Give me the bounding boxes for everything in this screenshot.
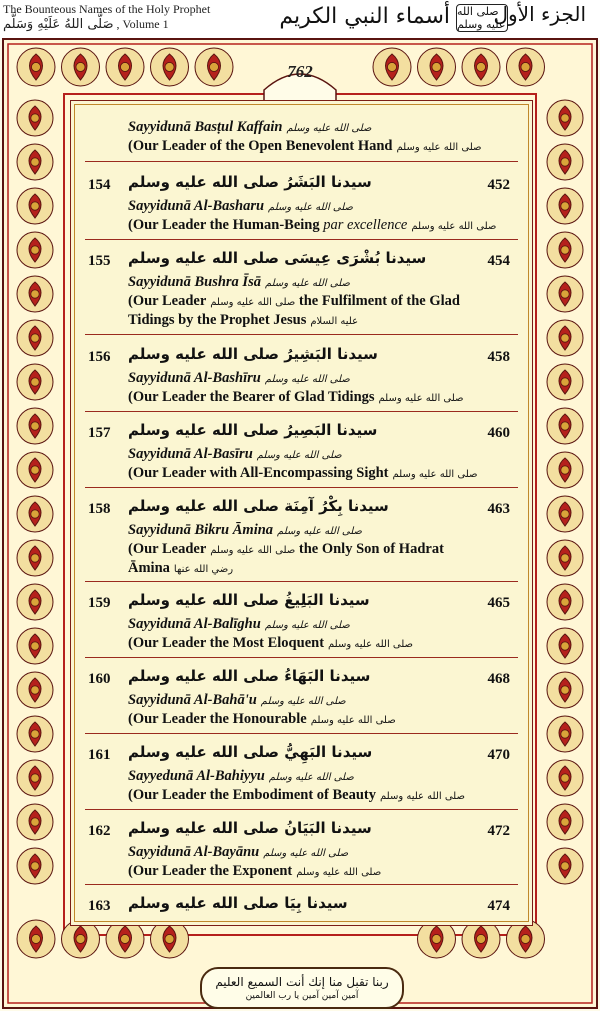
entry-number: 156 (88, 349, 111, 365)
border-motif-right-center (561, 730, 569, 738)
divider (85, 884, 518, 885)
salutation-text: صلى الله عليه وسلم (396, 142, 482, 153)
arabic-name: سيدنا بُشْرَى عِيسَى صلى الله عليه وسلم (128, 249, 427, 267)
calligraphy-volume: الجزء الأول (493, 2, 586, 26)
footer-cartouche (200, 967, 404, 1009)
border-motif-bottom-center (31, 934, 40, 943)
arabic-name: سيدنا البَهِيُّ صلى الله عليه وسلم (128, 743, 373, 761)
arabic-name: سيدنا البَهَاءُ صلى الله عليه وسلم (128, 667, 371, 685)
translation: (Our Leader the Exponent صلى الله عليه وسلم (128, 863, 382, 879)
border-motif-left-center (31, 510, 39, 518)
border-motif-bottom-center (76, 934, 85, 943)
transliteration: Sayyedunā Al-Bahiyyu صلى الله عليه وسلم (128, 768, 354, 784)
translation: (Our Leader the Honourable صلى الله عليه وسلم (128, 711, 396, 727)
entry-number: 161 (88, 747, 111, 763)
translation: (Our Leader of the Open Benevolent Hand صلى الله عليه وسلم (128, 138, 482, 154)
border-motif-right-center (561, 422, 569, 430)
translation: (Our Leader the Bearer of Glad Tidings صلى الله عليه وسلم (128, 389, 464, 405)
salutation-text: صلى الله عليه وسلم (286, 123, 372, 134)
page-reference: 454 (487, 253, 510, 269)
border-motif-right-center (561, 554, 569, 562)
border-motif-right-center (561, 290, 569, 298)
border-motif-right-center (561, 686, 569, 694)
page-reference: 468 (487, 671, 510, 687)
transliteration: Sayyidunā Bushra Īsā صلى الله عليه وسلم (128, 274, 350, 290)
border-motif-top-center (209, 62, 218, 71)
translation-cont: Āmina رضي الله عنها (128, 560, 234, 576)
border-motif-left-center (31, 422, 39, 430)
book-title: The Bounteous Names of the Holy Prophet (3, 2, 211, 16)
page-reference: 472 (487, 823, 510, 839)
page-reference: 474 (487, 898, 510, 914)
page-reference: 452 (487, 177, 510, 193)
page-reference: 460 (487, 425, 510, 441)
border-motif-bottom-center (165, 934, 174, 943)
book-subtitle-volume: , Volume 1 (116, 17, 169, 31)
entry-number: 157 (88, 425, 111, 441)
border-motif-bottom-center (120, 934, 129, 943)
translation: (Our Leader the Human-Being par excellence صلى الله عليه وسلم (128, 217, 497, 233)
arabic-name: سيدنا البَشَرُ صلى الله عليه وسلم (128, 173, 372, 191)
arabic-name: سيدنا البَلِيغُ صلى الله عليه وسلم (128, 591, 370, 609)
divider (85, 809, 518, 810)
border-motif-left-center (31, 818, 39, 826)
footer-prayer-line1: ربنا تقبل منا إنك أنت السميع العليم (215, 974, 389, 989)
border-motif-right-center (561, 510, 569, 518)
border-motif-top-center (521, 62, 530, 71)
divider (85, 239, 518, 240)
page-reference: 463 (487, 501, 510, 517)
border-motif-left-center (31, 202, 39, 210)
border-motif-left-center (31, 158, 39, 166)
footer-prayer-line2: آمين آمين آمين يا رب العالمين (245, 990, 359, 1001)
entry-number: 154 (88, 177, 111, 193)
border-motif-bottom-center (521, 934, 530, 943)
entry-number: 160 (88, 671, 111, 687)
border-motif-right-center (561, 598, 569, 606)
border-motif-top-center (76, 62, 85, 71)
arabic-name: سيدنا بِكْرُ آمِنَة صلى الله عليه وسلم (128, 497, 389, 515)
border-motif-left-center (31, 774, 39, 782)
border-motif-top-center (120, 62, 129, 71)
border-motif-top-center (476, 62, 485, 71)
entry-number: 155 (88, 253, 111, 269)
border-motif-right-center (561, 334, 569, 342)
translation: (Our Leader صلى الله عليه وسلم the Fulfilment of the Glad (128, 293, 460, 309)
border-motif-bottom-center (476, 934, 485, 943)
translation: (Our Leader صلى الله عليه وسلم the Only Son of Hadrat (128, 541, 444, 557)
border-motif-top-center (432, 62, 441, 71)
divider (85, 161, 518, 162)
page-header (0, 0, 600, 40)
entry-number: 158 (88, 501, 111, 517)
border-motif-left-center (31, 378, 39, 386)
border-motif-top-center (165, 62, 174, 71)
divider (85, 487, 518, 488)
arabic-name: سيدنا البَصِيرُ صلى الله عليه وسلم (128, 421, 378, 439)
divider (85, 411, 518, 412)
border-motif-left-center (31, 466, 39, 474)
border-motif-right-center (561, 774, 569, 782)
transliteration: Sayyidunā Bikru Āmina صلى الله عليه وسلم (128, 522, 363, 538)
page-reference: 470 (487, 747, 510, 763)
arabic-name: سيدنا بِيَا صلى الله عليه وسلم (128, 894, 348, 912)
calligraphy-title: أسماء النبي الكريم (279, 4, 450, 29)
border-motif-right-center (561, 202, 569, 210)
page-number: 762 (287, 62, 313, 81)
border-motif-right-center (561, 114, 569, 122)
divider (85, 334, 518, 335)
border-motif-left-center (31, 246, 39, 254)
border-motif-top-center (387, 62, 396, 71)
transliteration: Sayyidunā Al-Bashīru صلى الله عليه وسلم (128, 370, 350, 386)
border-motif-right-center (561, 378, 569, 386)
transliteration: Sayyidunā Basṭul Kaffain صلى الله عليه وسلم (128, 119, 372, 135)
translation: (Our Leader the Embodiment of Beauty صلى الله عليه وسلم (128, 787, 465, 803)
divider (85, 733, 518, 734)
border-motif-top-center (31, 62, 40, 71)
calligraphy-salutation-badge: صلى الله عليه وسلم (456, 4, 508, 32)
translation: (Our Leader the Most Eloquent صلى الله عليه وسلم (128, 635, 414, 651)
book-subtitle-arabic: صَلَّى اللهُ عَلَيْهِ وَسَلَّم (3, 17, 114, 32)
translation: (Our Leader with All-Encompassing Sight صلى الله عليه وسلم (128, 465, 478, 481)
border-motif-left-center (31, 686, 39, 694)
border-motif-right-center (561, 466, 569, 474)
transliteration: Sayyidunā Al-Basīru صلى الله عليه وسلم (128, 446, 342, 462)
entry-number: 162 (88, 823, 111, 839)
border-motif-right-center (561, 862, 569, 870)
border-motif-right-center (561, 158, 569, 166)
book-subtitle (3, 17, 169, 32)
border-motif-left-center (31, 114, 39, 122)
translation-cont: Tidings by the Prophet Jesus عليه السلام (128, 312, 359, 328)
border-motif-left-center (31, 290, 39, 298)
border-motif-right-center (561, 642, 569, 650)
page-reference: 465 (487, 595, 510, 611)
border-motif-left-center (31, 730, 39, 738)
border-motif-left-center (31, 642, 39, 650)
border-motif-left-center (31, 554, 39, 562)
transliteration: Sayyidunā Al-Bahā'u صلى الله عليه وسلم (128, 692, 346, 708)
border-motif-left-center (31, 862, 39, 870)
transliteration: Sayyidunā Al-Basharu صلى الله عليه وسلم (128, 198, 354, 214)
transliteration: Sayyidunā Al-Bayānu صلى الله عليه وسلم (128, 844, 349, 860)
divider (85, 657, 518, 658)
border-motif-right-center (561, 246, 569, 254)
border-motif-left-center (31, 598, 39, 606)
arabic-name: سيدنا البَشِيرُ صلى الله عليه وسلم (128, 345, 378, 363)
names-list-panel (70, 100, 533, 926)
border-motif-right-center (561, 818, 569, 826)
entry-number: 163 (88, 898, 111, 914)
border-motif-left-center (31, 334, 39, 342)
border-motif-bottom-center (432, 934, 441, 943)
transliteration: Sayyidunā Al-Balīghu صلى الله عليه وسلم (128, 616, 350, 632)
entry-number: 159 (88, 595, 111, 611)
page-reference: 458 (487, 349, 510, 365)
arabic-name: سيدنا البَيَانُ صلى الله عليه وسلم (128, 819, 372, 837)
divider (85, 581, 518, 582)
